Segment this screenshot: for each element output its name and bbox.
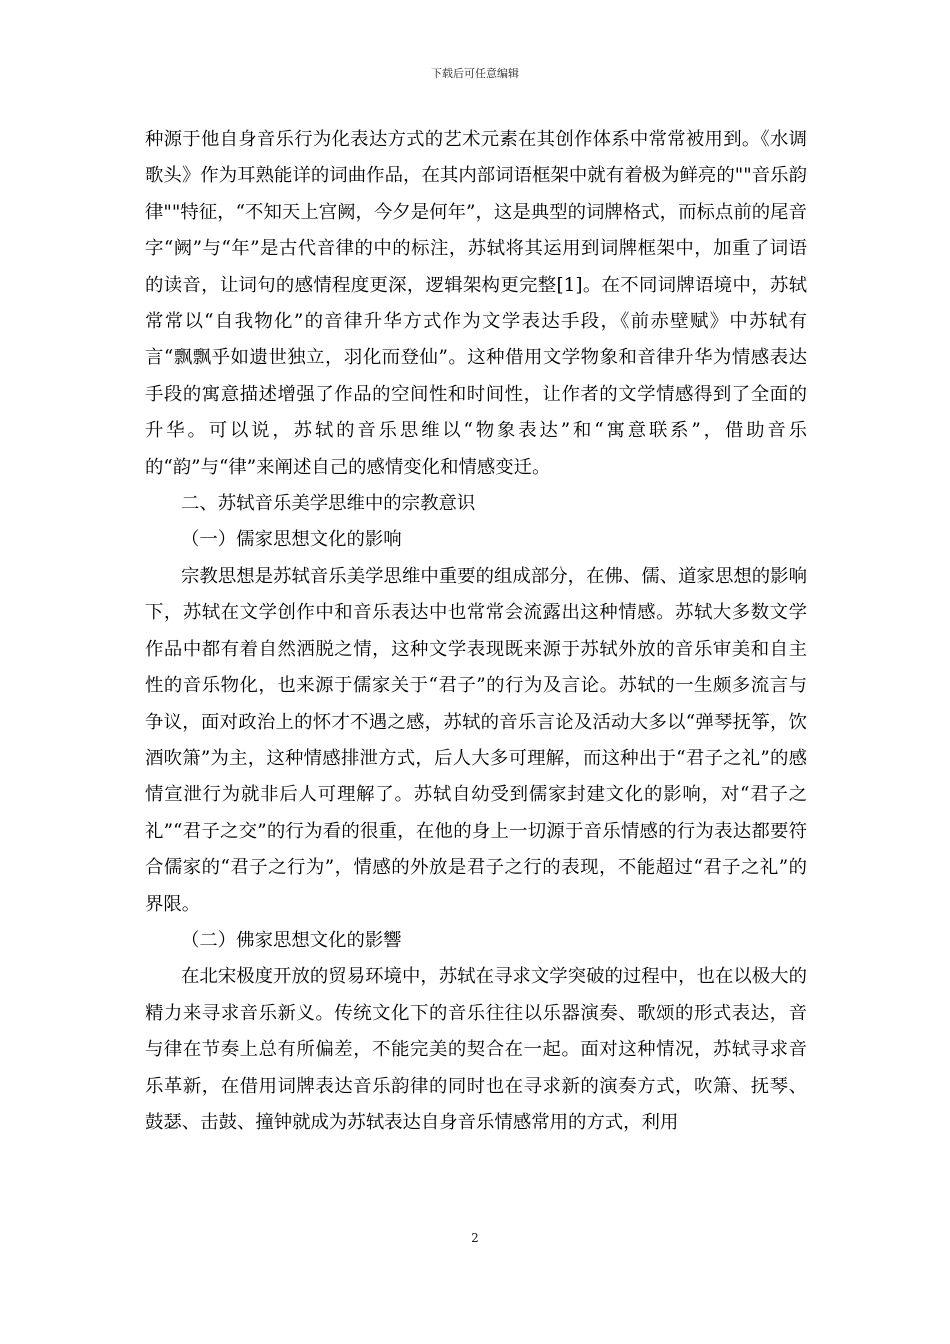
section-heading-religious-consciousness: 二、苏轼音乐美学思维中的宗教意识 [181, 493, 476, 515]
paragraph-continuation: 种源于他自身音乐行为化表达方式的艺术元素在其创作体系中常常被用到。《水调歌头》作为耳熟能详的词曲作品，在其内部词语框架中就有着极为鲜亮的""音乐韵律""特征，“不知天上宫阙，今夕是何年”，这是典型的词牌格式，而标点前的尾音字“阙”与“年”是古代音律的中的标注，苏轼将其运用到词牌框架中，加重了词语的读音，让词句的感情程度更深，逻辑架构更完整[1]。在不同词牌语境中，苏轼常常以“自我物化”的音律升华方式作为文学表达手段，《前赤壁赋》中苏轼有言“飘飘乎如遗世独立，羽化而登仙”。这种借用文学物象和音律升华为情感表达手段的寓意描述增强了作品的空间性和时间性，让作者的文学情感得到了全面的升华。可以说，苏轼的音乐思维以“物象表达”和“寓意联系”，借助音乐的“韵”与“律”来阐述自己的感情变化和情感变迁。 [145, 129, 807, 478]
page-header: 下载后可任意编辑 [431, 67, 519, 80]
subsection-heading-confucianism: （一）儒家思想文化的影响 [181, 529, 402, 551]
paragraph-confucianism: 宗教思想是苏轼音乐美学思维中重要的组成部分，在佛、儒、道家思想的影响下，苏轼在文学创作中和音乐表达中也常常会流露出这种情感。苏轼大多数文学作品中都有着自然洒脱之情，这种文学表现既来源于苏轼外放的音乐审美和自主性的音乐物化，也来源于儒家关于“君子”的行为及言论。苏轼的一生颇多流言与争议，面对政治上的怀才不遇之感，苏轼的音乐言论及活动大多以“弹琴抚筝，饮酒吹箫”为主，这种情感排泄方式，后人大多可理解，而这种出于“君子之礼”的感情宣泄行为就非后人可理解了。苏轼自幼受到儒家封建文化的影响，对“君子之礼”“君子之交”的行为看的很重，在他的身上一切源于音乐情感的行为表达都要符合儒家的“君子之行为”，情感的外放是君子之行的表现，不能超过“君子之礼”的界限。 [145, 565, 807, 915]
body-text [145, 122, 807, 1141]
page-number: 2 [471, 1231, 479, 1245]
subsection-heading-buddhism: （二）佛家思想文化的影響 [181, 929, 402, 951]
paragraph-buddhism: 在北宋极度开放的贸易环境中，苏轼在寻求文学突破的过程中，也在以极大的精力来寻求音乐新义。传统文化下的音乐往往以乐器演奏、歌颂的形式表达，音与律在节奏上总有所偏差，不能完美的契合在一起。面对这种情况，苏轼寻求音乐革新，在借用词牌表达音乐韵律的同时也在寻求新的演奏方式，吹箫、抚琴、鼓瑟、击鼓、撞钟就成为苏轼表达自身音乐情感常用的方式，利用 [145, 966, 807, 1133]
